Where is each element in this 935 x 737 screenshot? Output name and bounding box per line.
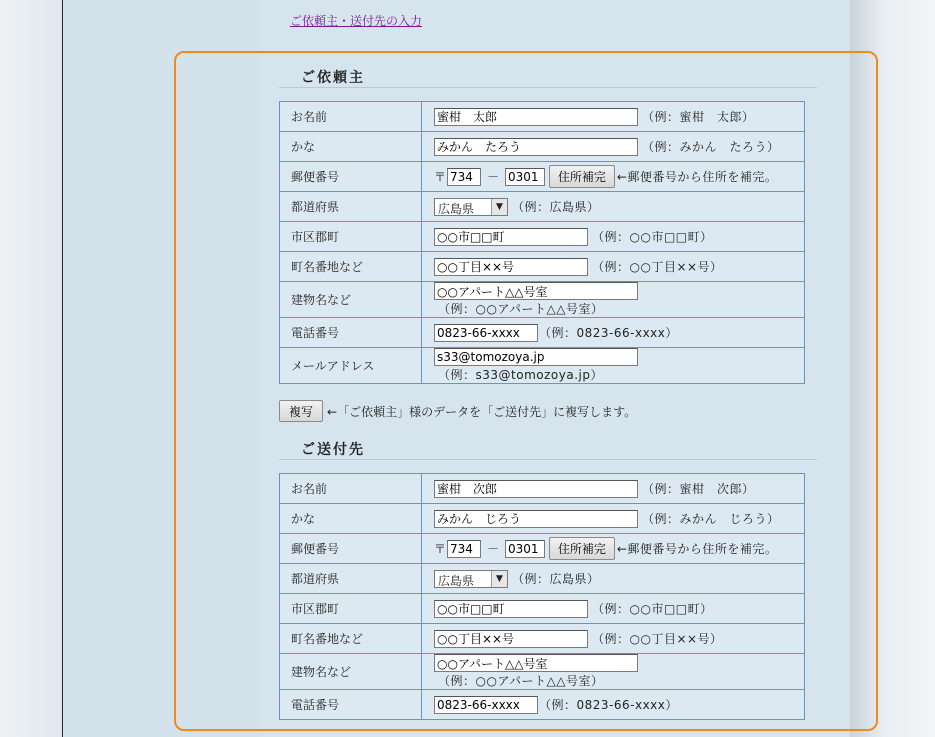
phone-label: 電話番号 [280, 690, 422, 720]
building-label: 建物名など [280, 282, 422, 318]
chevron-down-icon[interactable]: ▼ [491, 199, 507, 215]
kana-label: かな [280, 132, 422, 162]
recipient-street-input[interactable] [434, 630, 588, 648]
pref-selected-value: 広島県 [438, 201, 475, 216]
building-label: 建物名など [280, 654, 422, 690]
street-label: 町名番地など [280, 624, 422, 654]
city-example: （例：○○市□□町） [592, 602, 713, 616]
table-row [280, 222, 805, 252]
email-example: （例：s33@tomozoya.jp） [438, 368, 603, 382]
recipient-zip2-input[interactable] [505, 540, 545, 558]
table-row [280, 654, 805, 690]
building-example: （例：○○アパート△△号室） [438, 674, 604, 688]
requester-building-input[interactable] [434, 282, 638, 300]
street-example: （例：○○丁目××号） [592, 632, 723, 646]
requester-zip1-input[interactable] [447, 168, 481, 186]
table-row [280, 348, 805, 384]
street-example: （例：○○丁目××号） [592, 260, 723, 274]
requester-pref-select[interactable] [434, 198, 508, 216]
zip-note: ←郵便番号から住所を補完。 [616, 170, 778, 184]
phone-example: （例：0823-66-xxxx） [539, 698, 678, 712]
recipient-city-input[interactable] [434, 600, 588, 618]
recipient-kana-input[interactable] [434, 510, 638, 528]
table-row [280, 162, 805, 192]
pref-selected-value: 広島県 [438, 573, 475, 588]
table-row [280, 102, 805, 132]
left-background [0, 0, 62, 737]
name-example: （例：蜜柑 太郎） [642, 110, 755, 124]
zip-dash: － [487, 542, 500, 556]
recipient-zip1-input[interactable] [447, 540, 481, 558]
table-row [280, 594, 805, 624]
recipient-phone-input[interactable] [434, 696, 538, 714]
table-row [280, 192, 805, 222]
city-label: 市区郡町 [280, 594, 422, 624]
postal-mark: 〒 [434, 170, 447, 184]
pref-example: （例：広島県） [512, 572, 600, 586]
recipient-building-input[interactable] [434, 654, 638, 672]
phone-example: （例：0823-66-xxxx） [539, 326, 678, 340]
requester-kana-input[interactable] [434, 138, 638, 156]
table-row [280, 504, 805, 534]
recipient-pref-select[interactable] [434, 570, 508, 588]
name-label: お名前 [280, 474, 422, 504]
table-row [280, 318, 805, 348]
zip-label: 郵便番号 [280, 534, 422, 564]
kana-example: （例：みかん じろう） [642, 512, 780, 526]
requester-city-input[interactable] [434, 228, 588, 246]
zip-label: 郵便番号 [280, 162, 422, 192]
requester-name-input[interactable] [434, 108, 638, 126]
phone-label: 電話番号 [280, 318, 422, 348]
chevron-down-icon[interactable]: ▼ [491, 571, 507, 587]
pref-label: 都道府県 [280, 564, 422, 594]
building-example: （例：○○アパート△△号室） [438, 302, 604, 316]
zip-note: ←郵便番号から住所を補完。 [616, 542, 778, 556]
table-row [280, 282, 805, 318]
table-row [280, 474, 805, 504]
requester-title-text: ご依頼主 [301, 70, 365, 86]
copy-row [279, 400, 636, 422]
recipient-section-title [279, 437, 817, 460]
table-row [280, 534, 805, 564]
copy-button[interactable]: 複写 [279, 400, 323, 422]
requester-email-input[interactable] [434, 348, 638, 366]
pref-example: （例：広島県） [512, 200, 600, 214]
table-row [280, 252, 805, 282]
requester-street-input[interactable] [434, 258, 588, 276]
street-label: 町名番地など [280, 252, 422, 282]
requester-section-title [279, 65, 817, 88]
copy-message: ←「ご依頼主」様のデータを「ご送付先」に複写します。 [327, 404, 637, 419]
recipient-name-input[interactable] [434, 480, 638, 498]
requester-zip2-input[interactable] [505, 168, 545, 186]
table-row [280, 690, 805, 720]
requester-form-table [279, 101, 805, 384]
postal-mark: 〒 [434, 542, 447, 556]
pref-label: 都道府県 [280, 192, 422, 222]
kana-label: かな [280, 504, 422, 534]
city-example: （例：○○市□□町） [592, 230, 713, 244]
table-row [280, 132, 805, 162]
input-anchor-link[interactable]: ご依頼主・送付先の入力 [290, 14, 423, 28]
requester-phone-input[interactable] [434, 324, 538, 342]
email-label: メールアドレス [280, 348, 422, 384]
name-example: （例：蜜柑 次郎） [642, 482, 755, 496]
table-row [280, 564, 805, 594]
table-row [280, 624, 805, 654]
requester-address-complete-button[interactable]: 住所補完 [549, 165, 615, 188]
recipient-title-text: ご送付先 [301, 442, 365, 458]
kana-example: （例：みかん たろう） [642, 140, 780, 154]
recipient-form-table [279, 473, 805, 720]
zip-dash: － [487, 170, 500, 184]
name-label: お名前 [280, 102, 422, 132]
city-label: 市区郡町 [280, 222, 422, 252]
recipient-address-complete-button[interactable]: 住所補完 [549, 537, 615, 560]
